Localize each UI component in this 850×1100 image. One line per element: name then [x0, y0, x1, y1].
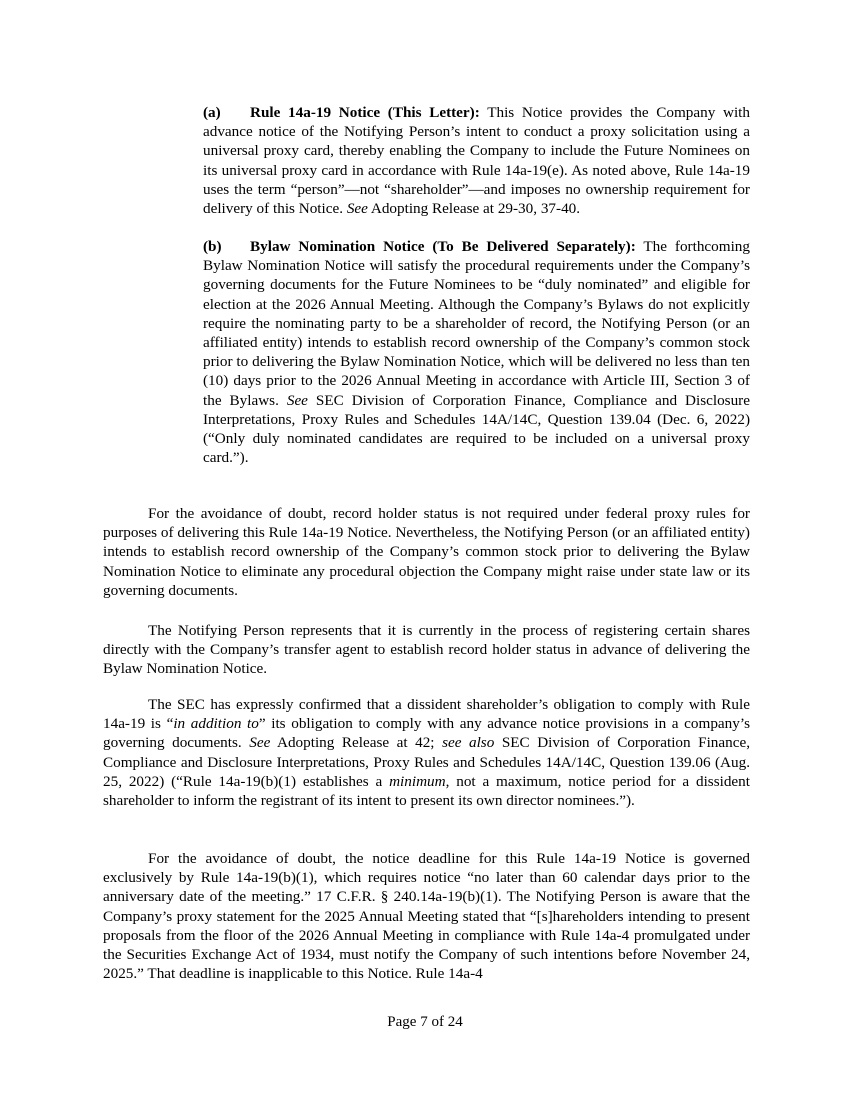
p3-text-c: ” its obligation to comply with any advance notice provisions in a company’s governing documents.	[103, 715, 750, 752]
item-a-label: (a)	[203, 104, 221, 121]
p3-see-also: see also	[442, 734, 495, 752]
item-a-see: See	[346, 200, 368, 218]
p3-text-i: , not a maximum, notice period for a dissident shareholder to inform the registrant of its intent to present its own director nominees.”).	[103, 772, 750, 810]
item-a-citation: Adopting Release at 29-30, 37-40.	[367, 200, 581, 218]
item-b-title: Bylaw Nomination Notice (To Be Delivered Separately):	[250, 238, 636, 255]
item-b-label: (b)	[203, 238, 222, 255]
p3-see: See	[249, 734, 271, 752]
item-a-text: This Notice provides the Company with advance notice of the Notifying Person’s intent to conduct a proxy solicitation using a universal proxy card, thereby enabling the Company to include the Future Nominees on its universal proxy card in accordance with Rule 14a-19(e). As noted above, Rule 14a-19 uses the term “person”—not “shareholder”—and imposes no ownership requirement for delivery of this Notice.	[203, 104, 750, 218]
item-b-text: The forthcoming Bylaw Nomination Notice will satisfy the procedural requirements under the Company’s governing documents for the Future Nominees to be “duly nominated” and eligible for election at the 2026 Annual Meeting. Although the Company’s Bylaws do not explicitly require the nominating party to be a shareholder of record, the Notifying Person (or an affiliated entity) intends to establish record ownership of the Company’s common stock prior to delivering the Bylaw Nomination Notice, which will be delivered no less than ten (10) days prior to the 2026 Annual Meeting in accordance with Article III, Section 3 of the Bylaws.	[203, 238, 750, 409]
item-a-title: Rule 14a-19 Notice (This Letter):	[250, 104, 480, 121]
item-b-citation: SEC Division of Corporation Finance, Compliance and Disclosure Interpretations, Proxy Rules and Schedules 14A/14C, Question 139.04 (Dec. 6, 2022) (“Only duly nominated candidates are required to be included on a universal proxy card.”).	[203, 391, 750, 467]
paragraph-notice-deadline: For the avoidance of doubt, the notice deadline for this Rule 14a-19 Notice is governed exclusively by Rule 14a-19(b)(1), which requires notice “no later than 60 calendar days prior to the anniversary date of the meeting.” 17 C.F.R. § 240.14a-19(b)(1). The Notifying Person is aware that the Company’s proxy statement for the 2025 Annual Meeting stated that “[s]hareholders intending to present proposals from the floor of the 2026 Annual Meeting in compliance with Rule 14a-4 promulgated under the Securities Exchange Act of 1934, must notify the Company of such intentions before November 24, 2025.” That deadline is inapplicable to this Notice. Rule 14a-4	[103, 850, 750, 983]
page-number-footer: Page 7 of 24	[387, 1014, 463, 1030]
list-item-b	[203, 237, 750, 467]
paragraph-sec-confirmation	[103, 695, 750, 810]
paragraph-record-holder: For the avoidance of doubt, record holder status is not required under federal proxy rules for purposes of delivering this Rule 14a-19 Notice. Nevertheless, the Notifying Person (or an affiliated entity) intends to establish record ownership of the Company’s common stock prior to delivering the Bylaw Nomination Notice to eliminate any procedural objection the Company might raise under state law or its governing documents.	[103, 505, 750, 599]
p3-text-g: SEC Division of Corporation Finance, Compliance and Disclosure Interpretations, Proxy Rules and Schedules 14A/14C, Question 139.06 (Aug. 25, 2022) (“Rule 14a-19(b)(1) establishes a	[103, 734, 750, 790]
p3-text-e: Adopting Release at 42;	[270, 734, 443, 752]
list-item-a	[203, 103, 750, 218]
p3-text-a: The SEC has expressly confirmed that a dissident shareholder’s obligation to comply with Rule 14a-19 is “	[103, 696, 750, 733]
paragraph-transfer-agent: The Notifying Person represents that it is currently in the process of registering certain shares directly with the Company’s transfer agent to establish record holder status in advance of delivering the Bylaw Nomination Notice.	[103, 622, 750, 678]
p3-in-addition-to: in addition to	[173, 715, 259, 733]
p3-minimum: minimum	[389, 772, 446, 790]
item-b-see: See	[286, 391, 308, 409]
